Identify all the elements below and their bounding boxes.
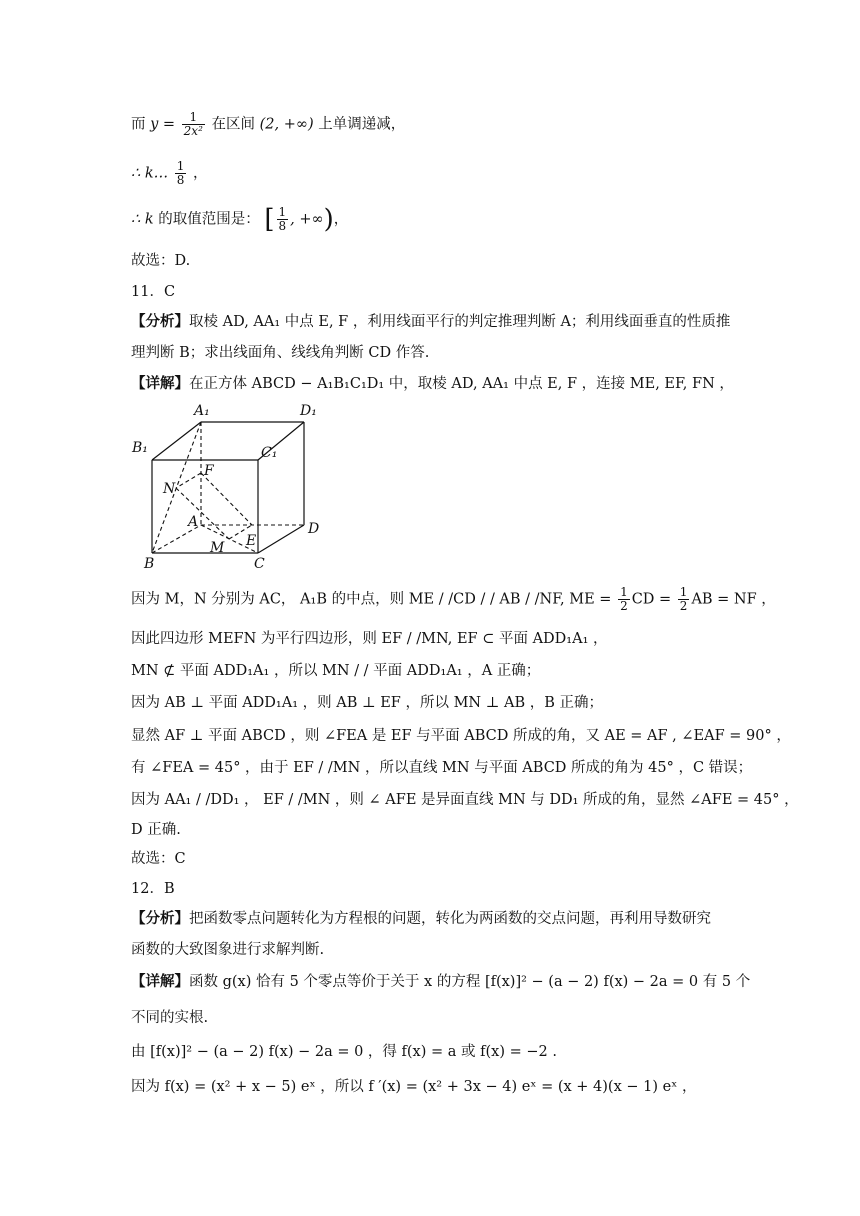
- label-C: C: [254, 556, 265, 572]
- text: 把函数零点问题转化为方程根的问题，转化为两函数的交点问题，再利用导数研究: [189, 911, 711, 927]
- text: AB = NF ，: [691, 591, 776, 608]
- section-tag: 【详解】: [131, 375, 189, 392]
- question-number: 11．C: [131, 284, 176, 300]
- edge-B1-A1: [152, 422, 201, 460]
- detail-line: 显然 AF ⊥ 平面 ABCD ，则 ∠FEA 是 EF 与平面 ABCD 所成的角，又 AE = AF , ∠EAF = 90° ，: [131, 728, 791, 744]
- label-D1: D₁: [300, 403, 317, 419]
- label-B: B: [144, 556, 155, 572]
- analysis-line-2: 函数的大致图象进行求解判断.: [131, 942, 325, 958]
- fraction: [175, 160, 187, 187]
- bracket-open: [: [264, 204, 275, 235]
- answer-line: 故选：C: [131, 851, 186, 867]
- label-B1: B₁: [132, 440, 148, 456]
- section-tag: 【分析】: [131, 910, 189, 927]
- frac-num: 1: [278, 205, 287, 219]
- text: 取棱 AD, AA₁ 中点 E, F ，利用线面平行的判定推理判断 A；利用线面垂直的性质推: [189, 314, 731, 330]
- math-k: ∴ k…: [131, 165, 169, 182]
- text: 而: [131, 116, 146, 133]
- cube-figure: [128, 400, 328, 572]
- text: 因为 M，N 分别为 AC， A₁B 的中点，则 ME / /CD / / AB / /NF, ME =: [131, 591, 612, 608]
- frac-num: 1: [182, 111, 205, 125]
- analysis-line-2: 理判断 B；求出线面角、线线角判断 CD 作答.: [131, 345, 430, 361]
- detail-line: 因为 f(x) = (x² + x − 5) eˣ ，所以 f ′(x) = (x² + 3x − 4) eˣ = (x + 4)(x − 1) eˣ ，: [131, 1079, 697, 1095]
- detail-line: 因为 AA₁ / /DD₁ ， EF / /MN ，则 ∠ AFE 是异面直线 MN 与 DD₁ 所成的角，显然 ∠AFE = 45° ，: [131, 792, 799, 808]
- fraction: [678, 586, 690, 613]
- frac-num: 1: [620, 585, 628, 599]
- label-D: D: [308, 521, 320, 537]
- text: CD =: [631, 591, 672, 608]
- text: 在正方体 ABCD − A₁B₁C₁D₁ 中，取棱 AD, AA₁ 中点 E, F ，连接 ME, EF, FN ，: [189, 376, 734, 392]
- text: 的取值范围是：: [158, 211, 260, 228]
- label-M: M: [210, 540, 225, 556]
- analysis-line: [131, 908, 731, 930]
- detail-line: 有 ∠FEA = 45° ，由于 EF / /MN ，所以直线 MN 与平面 ABCD 所成的角为 45° ，C 错误；: [131, 760, 753, 776]
- detail-line: 由 [f(x)]² − (a − 2) f(x) − 2a = 0 ，得 f(x) = a 或 f(x) = −2 .: [131, 1044, 557, 1060]
- frac-den: 8: [278, 219, 287, 233]
- answer-line: 故选：D.: [131, 253, 191, 269]
- math-k: ∴ k: [131, 211, 154, 228]
- section-tag: 【分析】: [131, 313, 189, 330]
- label-A: A: [188, 514, 199, 530]
- line-midpoints: [131, 585, 776, 613]
- edge-C-D: [258, 525, 304, 553]
- label-F: F: [204, 463, 214, 479]
- detail-line: [131, 373, 734, 395]
- seg-F-N: [176, 473, 201, 488]
- frac-num: 1: [176, 159, 185, 173]
- line-monotonic: [131, 111, 731, 138]
- math-interval: (2, +∞): [259, 116, 314, 133]
- text: 在区间: [211, 116, 255, 133]
- text: ，: [192, 165, 208, 182]
- label-A1: A₁: [194, 403, 210, 419]
- fraction: [182, 111, 205, 138]
- frac-den: 2: [620, 599, 628, 613]
- bracket-close: ): [323, 204, 334, 235]
- label-E: E: [246, 533, 257, 549]
- line-k-range: [131, 206, 731, 233]
- frac-den: 8: [176, 173, 185, 187]
- frac-num: 1: [679, 585, 688, 599]
- seg-N-M: [176, 488, 229, 539]
- frac-den: 2x²: [183, 124, 203, 138]
- text: ，: [333, 211, 349, 228]
- text: 函数 g(x) 恰有 5 个零点等价于关于 x 的方程 [f(x)]² − (a − 2) f(x) − 2a = 0 有 5 个: [189, 974, 751, 990]
- seg-F-E: [201, 473, 252, 525]
- fraction: [618, 586, 630, 613]
- line-k-bound: [131, 160, 731, 187]
- detail-line: [131, 971, 751, 993]
- question-number: 12．B: [131, 881, 175, 897]
- detail-line: MN ⊄ 平面 ADD₁A₁ ，所以 MN / / 平面 ADD₁A₁ ，A 正确；: [131, 663, 541, 679]
- detail-line: D 正确.: [131, 822, 181, 838]
- frac-den: 2: [679, 599, 688, 613]
- section-tag: 【详解】: [131, 973, 189, 990]
- detail-line: 因此四边形 MEFN 为平行四边形，则 EF / /MN, EF ⊂ 平面 ADD₁A₁ ，: [131, 631, 608, 647]
- math-infinity: , +∞: [290, 211, 324, 228]
- label-N: N: [163, 481, 176, 497]
- label-C1: C₁: [261, 445, 278, 461]
- detail-line: 不同的实根.: [131, 1010, 209, 1026]
- math-y: y =: [150, 116, 176, 133]
- fraction: [277, 206, 289, 233]
- detail-line: 因为 AB ⊥ 平面 ADD₁A₁ ，则 AB ⊥ EF ，所以 MN ⊥ AB ，B 正确；: [131, 695, 603, 711]
- text: 上单调递减，: [318, 116, 406, 133]
- analysis-line: [131, 311, 731, 333]
